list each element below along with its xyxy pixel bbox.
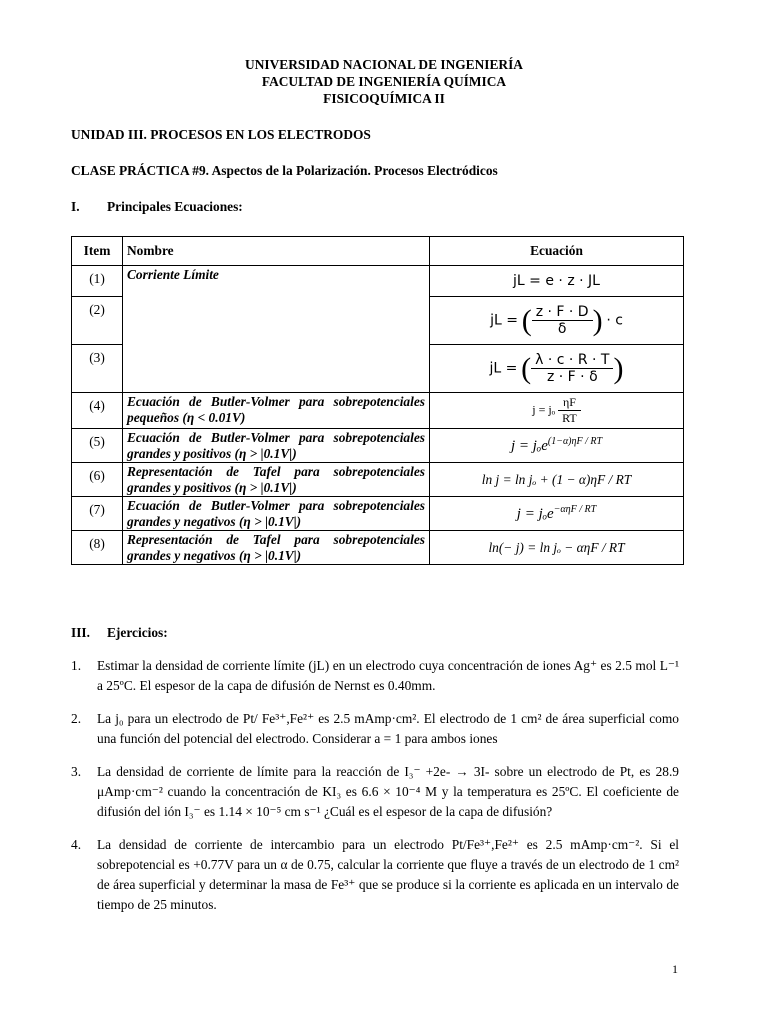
table-row	[72, 429, 684, 463]
equation-2: jL = ( $\frac{z \cdot F \cdot D}{\delta}$ ) · c	[430, 297, 684, 345]
header-item: Item	[72, 237, 123, 266]
faculty-name: FACULTAD DE INGENIERÍA QUÍMICA	[261, 74, 507, 89]
row-item: (5)	[72, 429, 123, 463]
equation-8: ln(− j) = ln jₒ − αηF / RT	[430, 531, 684, 565]
row-name: Ecuación de Butler-Volmer para sobrepotenciales pequeños (η < 0.01V)	[123, 393, 430, 429]
row-name: Ecuación de Butler-Volmer para sobrepotenciales grandes y negativos (η > |0.1V|)	[123, 497, 430, 531]
row-item: (2)	[72, 297, 123, 345]
table-row	[72, 497, 684, 531]
row-name: Ecuación de Butler-Volmer para sobrepotenciales grandes y positivos (η > |0.1V|)	[123, 429, 430, 463]
unit-title: UNIDAD III. PROCESOS EN LOS ELECTRODOS	[71, 127, 371, 142]
row-name: Representación de Tafel para sobrepotenciales grandes y negativos (η > |0.1V|)	[123, 531, 430, 565]
exercise-item	[71, 656, 679, 696]
exercise-number: 4.	[71, 837, 82, 852]
exercise-text: La densidad de corriente de intercambio para un electrodo Pt/Fe³⁺,Fe²⁺ es 2.5 mAmp·cm⁻². Si el sobrepotencial es +0.77V para un α de 0.75, calcular la corriente que fluye a través de un electrodo de 1 cm² de área superficial y determinar la masa de Fe³⁺ que se produce si la corriente es aplicada en un intervalo de tiempo de 25 minutos.	[97, 837, 679, 912]
row-name: Representación de Tafel para sobrepotenciales grandes y positivos (η > |0.1V|)	[123, 463, 430, 497]
equation-7: j = jₒe$^{-\alpha\eta F / RT}$	[430, 497, 684, 531]
exercise-item	[71, 835, 679, 915]
table-row	[72, 393, 684, 429]
exercise-text: La j₀ para un electrodo de Pt/ Fe³⁺,Fe²⁺ es 2.5 mAmp·cm². El electrodo de 1 cm² de área superficial como una función del potencial del electrodo. Considerar a = 1 para ambos iones	[97, 711, 679, 746]
page-number: 1	[672, 962, 678, 976]
exercise-number: 1.	[71, 658, 82, 673]
equations-table	[71, 236, 684, 565]
row-name: Corriente Límite	[123, 266, 430, 393]
row-item: (4)	[72, 393, 123, 429]
exercise-number: 3.	[71, 764, 82, 779]
section-1-title: Principales Ecuaciones:	[107, 199, 243, 214]
exercise-text: Estimar la densidad de corriente límite (jL) en un electrodo cuya concentración de iones Ag⁺ es 2.5 mol L⁻¹ a 25ºC. El espesor de la capa de difusión de Nernst es 0.40mm.	[97, 658, 679, 693]
course-name: FISICOQUÍMICA II	[323, 91, 445, 106]
equation-3: jL = ( $\frac{\lambda \cdot c \cdot R \cdot T}{z \cdot F \cdot \delta}$ )	[430, 345, 684, 393]
equation-4: j = jₒ $\frac{\eta F}{RT}$	[430, 393, 684, 429]
clase-title: CLASE PRÁCTICA #9. Aspectos de la Polarización. Procesos Electródicos	[71, 163, 498, 178]
university-name: UNIVERSIDAD NACIONAL DE INGENIERÍA	[245, 57, 523, 72]
section-1-number: I.	[71, 199, 80, 214]
exercise-item	[71, 762, 679, 822]
section-3-title: Ejercicios:	[107, 625, 168, 640]
row-item: (6)	[72, 463, 123, 497]
section-1-heading	[71, 199, 243, 215]
table-row	[72, 463, 684, 497]
document-header	[0, 56, 768, 107]
section-3-heading	[71, 625, 168, 641]
exercise-number: 2.	[71, 711, 82, 726]
row-item: (1)	[72, 266, 123, 297]
exercise-text: La densidad de corriente de límite para la reacción de I₃⁻ +2e- → 3I- sobre un electrodo de Pt, es 28.9 μAmp·cm⁻² cuando la concentración de KI₃ es 6.6 × 10⁻⁴ M y la temperatura es 25ºC. El coeficiente de difusión del ión I₃⁻ es 1.14 × 10⁻⁵ cm s⁻¹ ¿Cuál es el espesor de la capa de difusión?	[97, 764, 679, 819]
header-equation: Ecuación	[430, 237, 684, 266]
table-header-row	[72, 237, 684, 266]
table-row	[72, 531, 684, 565]
row-item: (8)	[72, 531, 123, 565]
row-item: (7)	[72, 497, 123, 531]
exercise-item	[71, 709, 679, 749]
equation-6: ln j = ln jₒ + (1 − α)ηF / RT	[430, 463, 684, 497]
equation-5: j = jₒe$^{(1-\alpha)\eta F / RT}$	[430, 429, 684, 463]
table-row	[72, 266, 684, 297]
row-item: (3)	[72, 345, 123, 393]
section-3-number: III.	[71, 625, 90, 640]
equation-1: jL = e · z · JL	[430, 266, 684, 297]
header-name: Nombre	[123, 237, 430, 266]
